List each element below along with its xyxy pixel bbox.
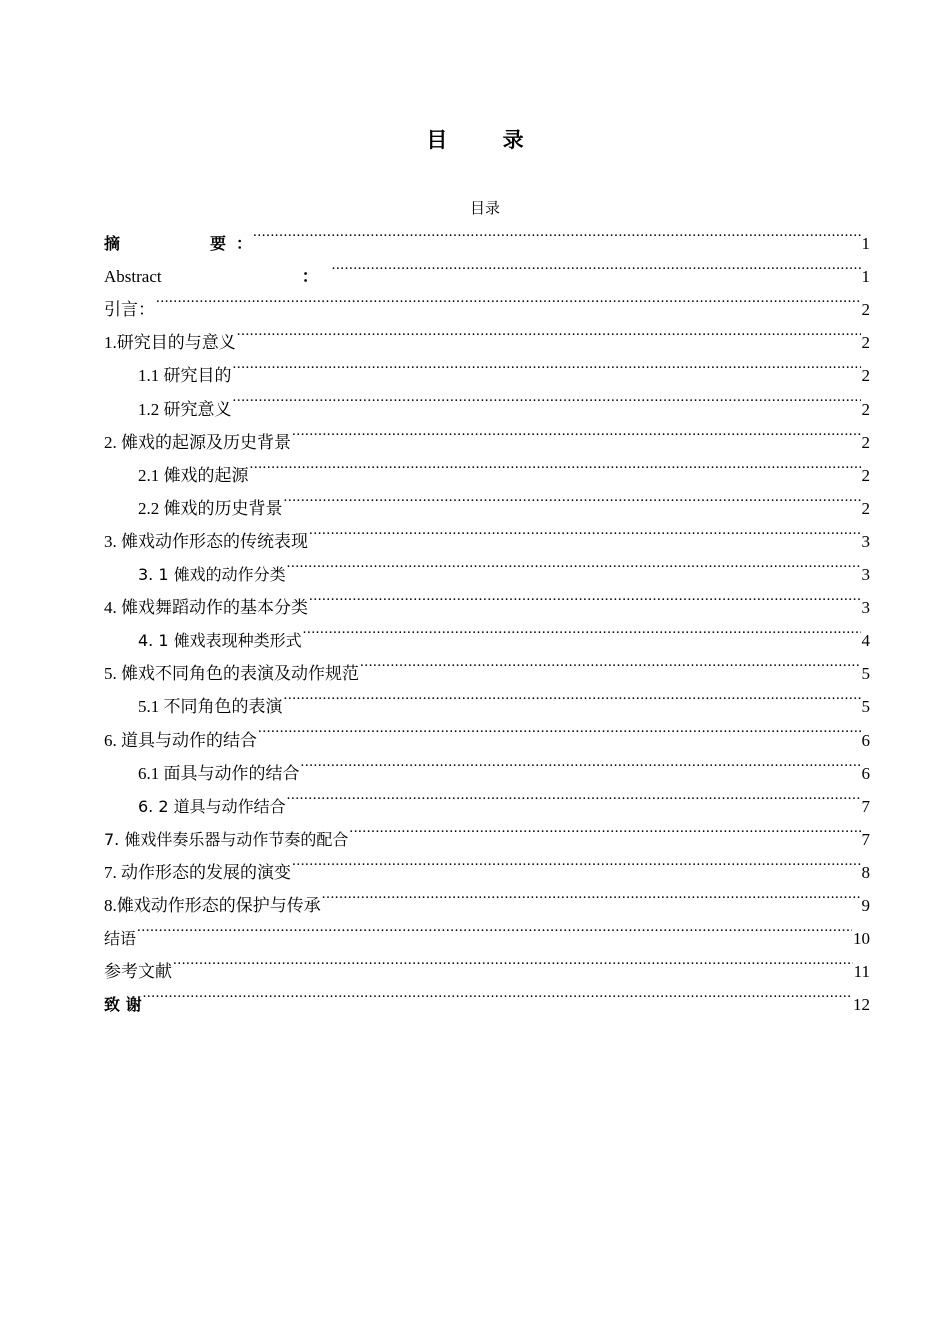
dot-leader [258, 712, 861, 745]
toc-page-number: 3 [861, 598, 870, 618]
toc-entry-label: 引言： [104, 300, 155, 320]
dot-leader [287, 779, 861, 812]
toc-entry-label: 5. 傩戏不同角色的表演及动作规范 [104, 664, 359, 684]
dot-leader [287, 547, 861, 580]
toc-entry-label: 4. 1 傩戏表现种类形式 [138, 631, 302, 651]
toc-entry[interactable] [104, 944, 870, 982]
toc-entry-label: 1.研究目的与意义 [104, 333, 236, 353]
toc-page-number: 1 [861, 267, 870, 287]
toc-entry-label: 6. 道具与动作的结合 [104, 730, 257, 750]
dot-leader [237, 315, 861, 348]
dot-leader [292, 845, 861, 878]
dot-leader [253, 216, 860, 249]
toc-page-number: 11 [853, 962, 870, 982]
toc-entry-label: 1.1 研究目的 [138, 366, 232, 386]
table-of-contents [104, 216, 870, 1015]
toc-entry-label: 致 谢 [104, 995, 142, 1015]
toc-page-number: 2 [861, 300, 870, 320]
toc-page-number: 6 [861, 730, 870, 750]
toc-entry-label: 2.2 傩戏的历史背景 [138, 498, 283, 518]
toc-entry[interactable] [104, 977, 870, 1015]
toc-entry-label: 2.1 傩戏的起源 [138, 465, 249, 485]
toc-page-number: 12 [853, 995, 870, 1015]
toc-entry-label: 摘 要 ： [104, 234, 253, 254]
dot-leader [322, 878, 861, 911]
dot-leader [250, 448, 861, 481]
toc-entry[interactable] [104, 315, 870, 353]
dot-leader [137, 911, 852, 944]
dot-leader [332, 249, 861, 282]
toc-page-number: 4 [861, 631, 870, 651]
toc-page-number: 2 [861, 366, 870, 386]
toc-entry-label: 6.1 面具与动作的结合 [138, 763, 300, 783]
dot-leader [156, 282, 861, 315]
toc-entry-label: 7. 动作形态的发展的演变 [104, 862, 291, 882]
toc-page-number: 2 [861, 432, 870, 452]
dot-leader [284, 679, 861, 712]
toc-page-number: 2 [861, 333, 870, 353]
toc-entry-label: Abstract ： [104, 267, 319, 287]
dot-leader [143, 977, 852, 1010]
toc-entry-label: 2. 傩戏的起源及历史背景 [104, 432, 291, 452]
toc-page-number: 2 [861, 465, 870, 485]
toc-entry-label: 6. 2 道具与动作结合 [138, 796, 286, 816]
dot-leader [284, 481, 861, 514]
dot-leader [349, 812, 860, 845]
dot-leader [292, 415, 861, 448]
dot-leader [233, 348, 861, 381]
toc-entry-label: 3. 傩戏动作形态的传统表现 [104, 531, 308, 551]
toc-entry-abstract-cn[interactable] [104, 216, 870, 254]
toc-page-number: 5 [861, 664, 870, 684]
toc-entry-label: 7. 傩戏伴奏乐器与动作节奏的配合 [104, 829, 349, 849]
toc-entry[interactable] [104, 911, 870, 949]
toc-entry-label: 4. 傩戏舞蹈动作的基本分类 [104, 598, 308, 618]
toc-entry[interactable] [104, 282, 870, 320]
dot-leader [309, 514, 861, 547]
dot-leader [303, 613, 861, 646]
dot-leader [301, 746, 861, 779]
toc-page-number: 5 [861, 697, 870, 717]
dot-leader [233, 381, 861, 414]
toc-entry-label: 3. 1 傩戏的动作分类 [138, 565, 286, 585]
toc-page-number: 7 [861, 829, 870, 849]
toc-page-number: 3 [861, 531, 870, 551]
toc-page-number: 3 [861, 565, 870, 585]
page-title: 目 录 [426, 128, 548, 152]
toc-page-number: 7 [861, 796, 870, 816]
toc-entry-label: 参考文献 [104, 962, 172, 982]
toc-page-number: 9 [861, 895, 870, 915]
toc-page-number: 2 [861, 498, 870, 518]
toc-page-number: 8 [861, 862, 870, 882]
toc-entry-label: 1.2 研究意义 [138, 399, 232, 419]
toc-page-number: 1 [861, 234, 870, 254]
dot-leader [173, 944, 853, 977]
toc-entry-label: 5.1 不同角色的表演 [138, 697, 283, 717]
toc-page-number: 2 [861, 399, 870, 419]
toc-entry-label: 结语 [104, 929, 137, 949]
toc-entry-label: 8.傩戏动作形态的保护与传承 [104, 895, 321, 915]
toc-caption: 目录 [469, 201, 500, 217]
dot-leader [360, 646, 861, 679]
toc-page-number: 6 [861, 763, 870, 783]
dot-leader [309, 580, 861, 613]
toc-page-number: 10 [853, 929, 870, 949]
